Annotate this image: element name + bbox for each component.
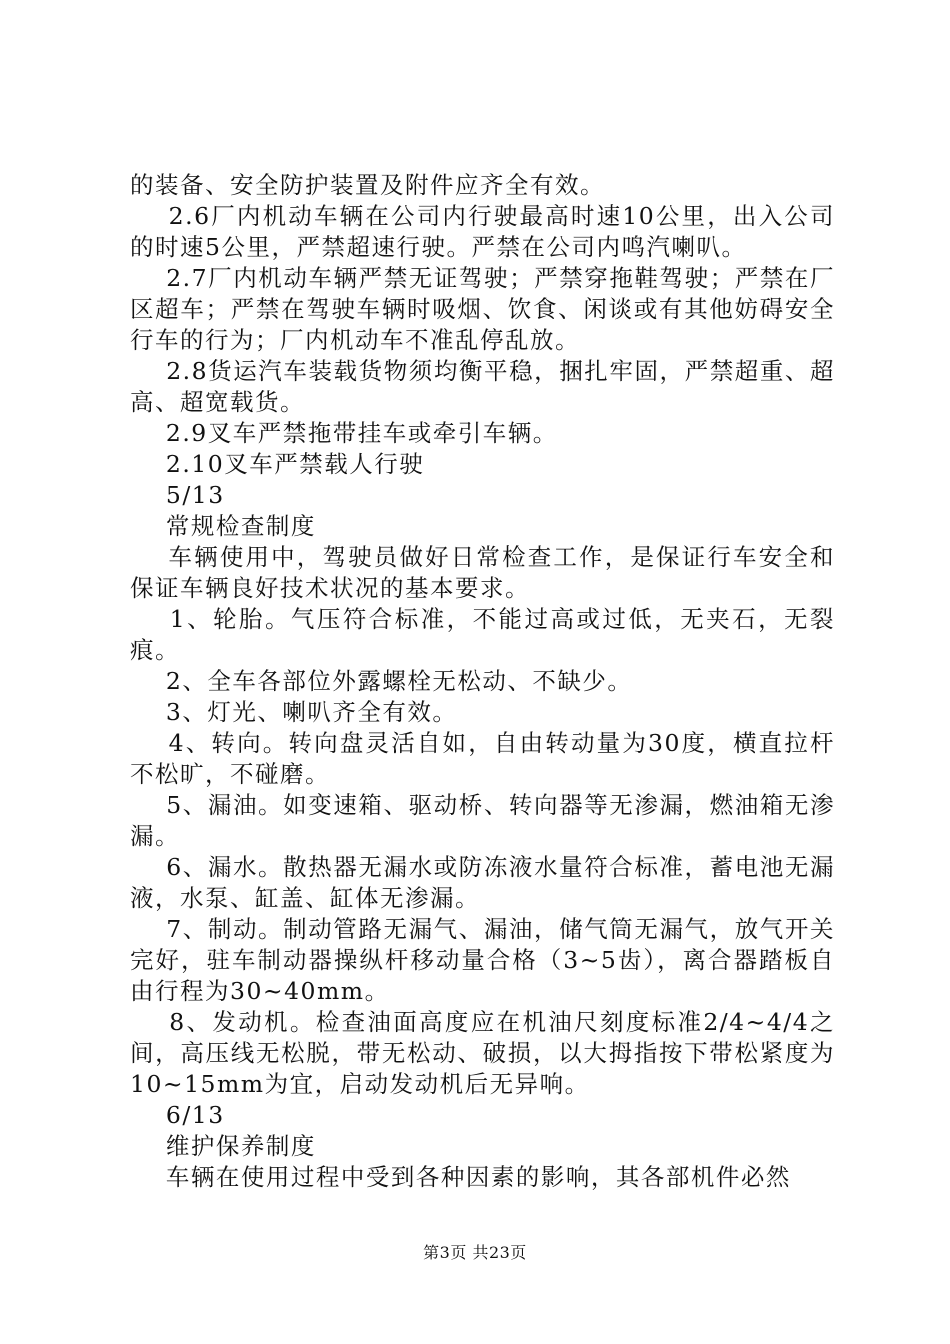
paragraph: 车辆使用中，驾驶员做好日常检查工作，是保证行车安全和保证车辆良好技术状况的基本要求。 <box>130 543 835 602</box>
list-item: 2、全车各部位外露螺栓无松动、不缺少。 <box>130 667 633 695</box>
list-item: 5、漏油。如变速箱、驱动桥、转向器等无渗漏，燃油箱无渗漏。 <box>130 791 835 850</box>
list-item: 3、灯光、喇叭齐全有效。 <box>130 698 458 726</box>
page-footer: 第3页 共23页 <box>423 1243 527 1262</box>
page-marker: 5/13 <box>130 481 225 509</box>
body-text <box>130 170 835 1193</box>
page-marker: 6/13 <box>130 1101 225 1129</box>
list-item: 8、发动机。检查油面高度应在机油尺刻度标准2/4~4/4之间，高压线无松脱，带无松动、破损，以大拇指按下带松紧度为10~15mm为宜，启动发动机后无异响。 <box>130 1008 835 1098</box>
section-heading: 常规检查制度 <box>130 512 316 540</box>
list-item: 6、漏水。散热器无漏水或防冻液水量符合标准，蓄电池无漏液，水泵、缸盖、缸体无渗漏。 <box>130 853 835 912</box>
paragraph: 车辆在使用过程中受到各种因素的影响，其各部机件必然 <box>130 1163 791 1191</box>
paragraph: 的装备、安全防护装置及附件应齐全有效。 <box>130 171 605 199</box>
paragraph: 2.8货运汽车装载货物须均衡平稳，捆扎牢固，严禁超重、超高、超宽载货。 <box>130 357 836 416</box>
paragraph: 2.7厂内机动车辆严禁无证驾驶；严禁穿拖鞋驾驶；严禁在厂区超车；严禁在驾驶车辆时吸烟、饮食、闲谈或有其他妨碍安全行车的行为；厂内机动车不准乱停乱放。 <box>130 264 836 354</box>
paragraph: 2.10叉车严禁载人行驶 <box>130 450 425 478</box>
paragraph: 2.6厂内机动车辆在公司内行驶最高时速10公里，出入公司的时速5公里，严禁超速行驶。严禁在公司内鸣汽喇叭。 <box>130 202 835 261</box>
paragraph: 2.9叉车严禁拖带挂车或牵引车辆。 <box>130 419 558 447</box>
list-item: 1、轮胎。气压符合标准，不能过高或过低，无夹石，无裂痕。 <box>130 605 835 664</box>
section-heading: 维护保养制度 <box>130 1132 316 1160</box>
list-item: 7、制动。制动管路无漏气、漏油，储气筒无漏气，放气开关完好，驻车制动器操纵杆移动量合格（3~5齿），离合器踏板自由行程为30~40mm。 <box>130 915 835 1005</box>
list-item: 4、转向。转向盘灵活自如，自由转动量为30度，横直拉杆不松旷，不碰磨。 <box>130 729 835 788</box>
